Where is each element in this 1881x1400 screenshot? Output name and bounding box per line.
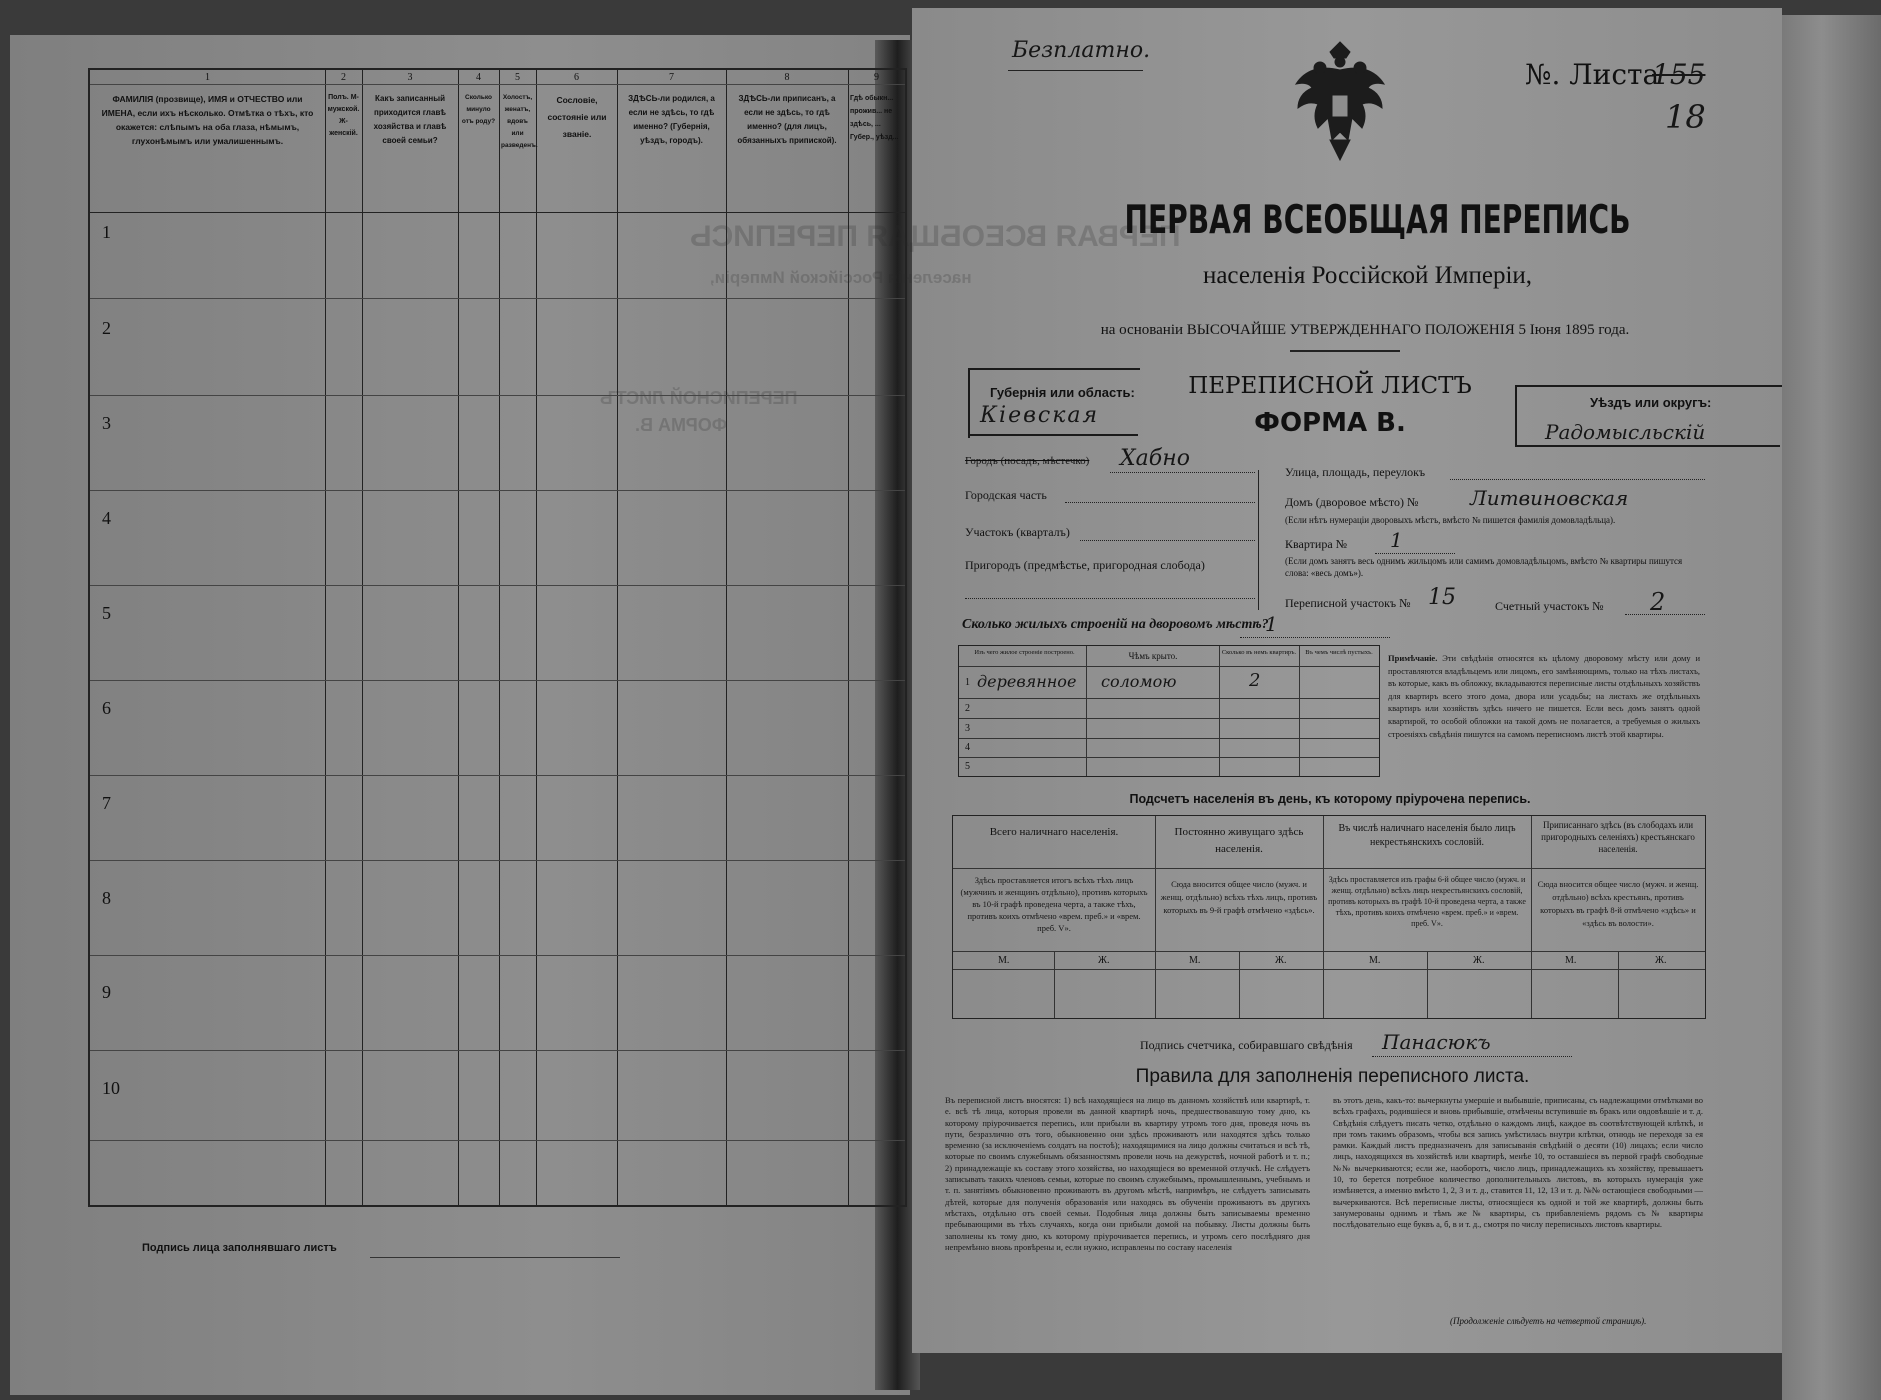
- bt-row-number: 1: [965, 677, 970, 688]
- count-title: Подсчетъ населенія въ день, къ которому пріурочена перепись.: [1129, 792, 1531, 806]
- row-number: 7: [102, 793, 111, 813]
- count-area-value: 2: [1650, 588, 1666, 616]
- counter-signature-value: Панасюкъ: [1382, 1030, 1491, 1054]
- suburb-label: Пригородъ (предмѣстье, пригородная слобода): [965, 558, 1205, 572]
- buildings-value: 1: [1265, 612, 1278, 636]
- bt-material-value: деревянное: [977, 672, 1077, 691]
- pt-f-label: Ж.: [1275, 955, 1287, 966]
- row-number: 4: [102, 508, 111, 528]
- bt-row-number: 3: [965, 723, 970, 734]
- bt-header-empty: Въ чемъ числѣ пустыхъ.: [1305, 649, 1373, 656]
- street-label: Улица, площадь, переулокъ: [1285, 465, 1426, 479]
- census-area-value: 15: [1428, 585, 1456, 610]
- row-number: 1: [102, 222, 111, 242]
- district-label: Участокъ (кварталъ): [965, 525, 1070, 539]
- house-note: (Если нѣтъ нумераціи дворовыхъ мѣстъ, вмѣсто № пишется фамилія домовладѣльца).: [1285, 515, 1616, 525]
- buildings-note: [1388, 652, 1700, 740]
- town-value: Хабно: [1120, 446, 1190, 471]
- bt-row-number: 4: [965, 742, 970, 753]
- col-num-1: 1: [205, 72, 210, 83]
- pt-m-label: М.: [998, 955, 1010, 966]
- bleed-title: ПЕРВАЯ ВСЕОБЩАЯ ПЕРЕПИСЬ: [690, 220, 1181, 253]
- census-area-label: Переписной участокъ №: [1285, 596, 1411, 610]
- pt-m-label: М.: [1565, 955, 1577, 966]
- bleed-form-b: ФОРМА В.: [635, 415, 728, 435]
- signature-label: Подпись лица заполнявшаго листъ: [142, 1242, 337, 1254]
- pt-desc-present: Здѣсь проставляется итогъ всѣхъ тѣхъ лицъ (мужчинъ и женщинъ отдѣльно), противъ которыхъ въ 10-й графѣ проведена черта, а также тѣхъ, противъ коихъ отмѣчено «врем. преб.» и «врем. преб. V».: [960, 875, 1148, 933]
- pt-m-label: М.: [1369, 955, 1381, 966]
- col-num-8: 8: [784, 72, 790, 83]
- col-num-5: 5: [515, 72, 520, 83]
- apartment-value: 1: [1390, 528, 1403, 552]
- city-part-label: Городская часть: [965, 488, 1047, 502]
- signature-line: [370, 1257, 620, 1258]
- pt-f-label: Ж.: [1655, 955, 1667, 966]
- page-title: ПЕРВАЯ ВСЕОБЩАЯ ПЕРЕПИСЬ: [1124, 198, 1631, 243]
- house-label: Домъ (дворовое мѣсто) №: [1285, 495, 1419, 509]
- house-value: Литвиновская: [1470, 486, 1629, 510]
- row-number: 10: [102, 1078, 120, 1098]
- apartment-label: Квартира №: [1285, 537, 1348, 551]
- row-number: 6: [102, 698, 111, 718]
- buildings-table: [958, 645, 1380, 777]
- basis-line: на основаніи ВЫСОЧАЙШЕ УТВЕРЖДЕННАГО ПОЛОЖЕНІЯ 5 Іюня 1895 года.: [1100, 322, 1630, 338]
- pt-f-label: Ж.: [1098, 955, 1110, 966]
- col-header-name: ФАМИЛІЯ (прозвище), ИМЯ и ОТЧЕСТВО или ИМЕНА, если ихъ нѣсколько. Отмѣтка о тѣхъ, кто окажется: слѣпымъ на оба глаза, нѣмымъ, глухонѣмымъ или умалишеннымъ.: [101, 94, 314, 146]
- col-header-age: Сколько минуло отъ роду?: [461, 94, 496, 125]
- bt-row-number: 5: [965, 761, 970, 772]
- row-number: 9: [102, 982, 111, 1002]
- rules-continued: (Продолженіе слѣдуетъ на четвертой страницѣ).: [1450, 1316, 1647, 1326]
- col-header-relation: Какъ записанный приходится главѣ хозяйства и главѣ своей семьи?: [373, 94, 447, 145]
- bt-header-apts: Сколько въ немъ квартиръ.: [1221, 649, 1297, 656]
- bleed-subtitle: населенія Россійской Имперіи,: [710, 268, 972, 287]
- bt-header-material: Изъ чего жилое строеніе построено.: [974, 649, 1075, 656]
- pt-header-present: Всего наличнаго населенія.: [989, 826, 1119, 838]
- buildings-question: Сколько жилыхъ строеній на дворовомъ мѣстѣ?: [962, 617, 1269, 632]
- gubernia-label: Губернія или область:: [990, 385, 1135, 400]
- rules-column-1: Въ переписной листъ вносятся: 1) всѣ находящіеся на лицо въ данномъ хозяйствѣ или квартирѣ, т. е. всѣ тѣ лица, которыя провели въ данной квартирѣ ночь, предшествовавшую тому дню, къ которому пріурочивается перепись, или прибыли въ квартиру утромъ того дня, проведя ночь въ пути, безразлично отъ того, обыкновенно они здѣсь проживаютъ или находятся здѣсь только временно (за исключеніемъ солдатъ на постоѣ); находящимися на лицо должны считаться и всѣ тѣ, которые по своимъ служебнымъ обязанностямъ провели ночь на дежурствѣ, ночной работѣ и т. п.; 2) принадлежащіе къ составу этого хозяйства, но находящіеся во временной отлучкѣ. Не слѣдуетъ записывать такихъ членовъ семьи, которые по своимъ служебнымъ, промышленнымъ, учебнымъ и т. п. занятіямъ обыкновенно проживаютъ въ другомъ мѣстѣ, напримѣръ, не слѣдуетъ записывать дѣтей, которые для полученія образованія или находясь въ обученіи проживаютъ въ другихъ мѣстахъ, отдѣльно отъ своей семьи. Подобныя лица должны быть записываемы временно пребывающими въ тѣхъ случаяхъ, когда они прибыли домой на побывку. Листы должны быть заполнены къ тому дню, къ которому пріурочивается перепись, и утромъ сего послѣдняго дня непремѣнно вновь провѣрены и, если нужно, исправлены по составу населенія: [945, 1095, 1310, 1252]
- uezd-value: Радомысльскій: [1545, 420, 1706, 444]
- rules-column-2: въ этотъ день, какъ-то: вычеркнуты умершіе и выбывшіе, приписаны, съ надлежащими отмѣтками во всѣхъ графахъ, родившіеся и вновь прибывшіе, отмѣчены вступившіе въ бракъ или овдовѣвшіе и т. д. Свѣдѣнія слѣдуетъ писать четко, отдѣльно о каждомъ лицѣ, каждое въ соотвѣтствующей клѣткѣ, и при томъ такимъ образомъ, чтобы вся запись умѣстилась внутри клѣтки, отнюдь не переходя за ея рамки. Каждый листъ предназначенъ для записыванія свѣдѣній о десяти (10) лицахъ; если число лицъ, находящихся въ хозяйствѣ или квартирѣ, менѣе 10, то оставшіеся въ первой графѣ свободные №№ вычеркиваются; если же, наоборотъ, число лицъ, принадлежащихъ къ хозяйству, превышаетъ 10, то берется потребное количество дополнительныхъ листовъ, въ которыхъ нумерація уже измѣняется, а именно вмѣсто 1, 2, 3 и т. д., ставится 11, 12, 13 и т. д. №№ остающіеся свободными — вычеркиваются. Всѣ переписные листы, относящіеся къ одной и той же квартирѣ, должны быть занумерованы однимъ и тѣмъ же № квартиры, съ прибавленіемъ рядомъ съ № квартиры послѣдовательно еще буквъ а, б, в и т. д., смотря по числу переписныхъ листовъ квартиры.: [1333, 1095, 1703, 1230]
- double-headed-eagle-icon: [1290, 40, 1390, 165]
- pt-f-label: Ж.: [1473, 955, 1485, 966]
- page-edges: [1782, 15, 1881, 1400]
- row-number: 3: [102, 413, 111, 433]
- apartment-note: (Если домъ занятъ весь однимъ жильцомъ или самимъ домовладѣльцомъ, вмѣсто № квартиры пишутся слова: «весь домъ»).: [1285, 556, 1683, 578]
- rules-title: Правила для заполненія переписного листа.: [1135, 1066, 1530, 1087]
- row-number: 8: [102, 888, 111, 908]
- note-title: Примѣчаніе.: [1388, 653, 1438, 663]
- bleed-form-title: ПЕРЕПИСНОЙ ЛИСТЪ: [600, 388, 798, 408]
- col-num-3: 3: [407, 72, 413, 83]
- pt-m-label: М.: [1189, 955, 1201, 966]
- bt-row-number: 2: [965, 703, 970, 714]
- pt-desc-peasant: Сюда вносится общее число (мужч. и женщ. отдѣльно) всѣхъ крестьянъ, противъ которыхъ въ графѣ 8-й отмѣчено «здѣсь» и «здѣсь въ волости».: [1537, 879, 1699, 928]
- col-num-4: 4: [476, 72, 481, 83]
- row-number: 5: [102, 603, 111, 623]
- pt-desc-permanent: Сюда вносится общее число (мужч. и женщ. отдѣльно) всѣхъ тѣхъ лицъ, противъ которыхъ въ 9-й графѣ отмѣчено «здѣсь».: [1160, 879, 1318, 915]
- bt-apts-value: 2: [1249, 670, 1261, 691]
- counter-signature-label: Подпись счетчика, собиравшаго свѣдѣнія: [1140, 1038, 1353, 1052]
- col-num-9: 9: [874, 72, 879, 83]
- form-title: ПЕРЕПИСНОЙ ЛИСТЪ: [1188, 373, 1472, 399]
- col-header-residence: Гдѣ обыкн... прожив... не здѣсь, ... Губер., уѣзд...: [850, 95, 899, 141]
- uezd-label: Уѣздъ или округъ:: [1590, 395, 1712, 410]
- pt-header-noncrest: Въ числѣ наличнаго населенія было лицъ некрестьянскихъ сословій.: [1338, 823, 1516, 848]
- count-area-label: Счетный участокъ №: [1495, 599, 1604, 613]
- col-num-7: 7: [669, 72, 674, 83]
- col-header-estate: Сословіе, состояніе или званіе.: [547, 95, 607, 139]
- pt-header-peasant: Приписаннаго здѣсь (въ слободахъ или пригородныхъ селеніяхъ) крестьянскаго населенія.: [1541, 820, 1695, 854]
- col-header-sex: Полъ. М-мужской. Ж-женскій.: [327, 94, 360, 137]
- sheet-number: 155: [1652, 58, 1706, 91]
- col-header-birthplace: ЗДѢСЬ-ли родился, а если не здѣсь, то гдѣ именно? (Губернія, уѣздъ, городъ).: [628, 94, 715, 145]
- col-header-registered: ЗДѢСЬ-ли приписанъ, а если не здѣсь, то гдѣ именно? (для лицъ, обязанныхъ припиской).: [737, 94, 837, 145]
- note-text: Эти свѣдѣнія относятся къ цѣлому дворовому мѣсту или дому и проставляются владѣльцемъ или лицомъ, его замѣняющимъ, только на тѣхъ листахъ, въ которые, какъ въ обложку, вкладываются переписные листы отдѣльныхъ хозяйствъ для квартиръ всего этого дома, двора или усадьбы; на листахъ же отдѣльныхъ квартиръ или хозяйствъ здѣсь ничего не пишется. Если весь домъ занятъ одной квартирой, то особой обложки на такой домъ не полагается, а требуемыя о жилыхъ строеніяхъ свѣдѣнія пишутся на самомъ переписномъ листѣ этой квартиры.: [1388, 653, 1701, 739]
- col-num-2: 2: [341, 72, 346, 83]
- population-table: [952, 815, 1706, 1019]
- form-subtitle: ФОРМА В.: [1254, 408, 1406, 438]
- bt-roof-value: соломою: [1101, 672, 1177, 691]
- town-label: Городъ (посадъ, мѣстечко): [965, 455, 1090, 467]
- pt-desc-noncrest: Здѣсь проставляется изъ графы 6-й общее число (мужч. и женщ. отдѣльно) всѣхъ лицъ некрестьянскихъ сословій, противъ которыхъ въ графѣ 10-й проведена черта, а также тѣхъ, противъ коихъ отмѣчено «врем. преб.» и «врем. преб. V».: [1328, 875, 1526, 928]
- free-label: Безплатно.: [1012, 38, 1151, 63]
- pt-header-permanent: Постоянно живущаго здѣсь населенія.: [1174, 826, 1304, 855]
- page-subtitle: населенія Россійской Имперіи,: [1202, 262, 1533, 289]
- gubernia-value: Кіевская: [980, 403, 1100, 428]
- row-number: 2: [102, 318, 111, 338]
- col-header-marital: Холостъ, женатъ, вдовъ или разведенъ.: [501, 94, 538, 149]
- sheet-label: №. Листа: [1525, 58, 1660, 91]
- bt-header-roof: Чѣмъ крыто.: [1128, 651, 1178, 661]
- sheet-number-2: 18: [1665, 98, 1706, 136]
- col-num-6: 6: [574, 72, 579, 83]
